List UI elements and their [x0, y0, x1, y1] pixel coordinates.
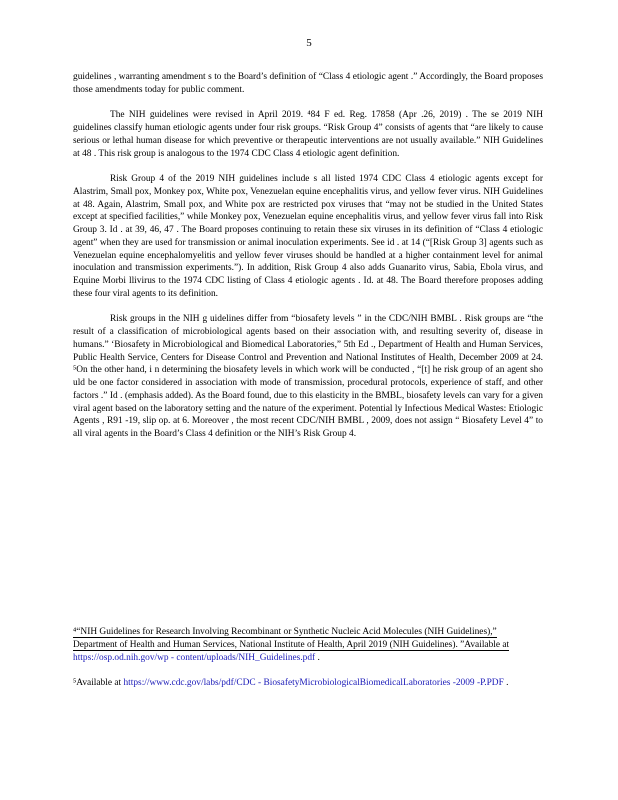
paragraph: guidelines , warranting amendment s to the Board’s definition of “Class 4 etiologic agent .” Accordingly, the Board proposes those amendments today for public comment.: [73, 72, 543, 95]
document-body: [73, 71, 543, 454]
footnote-5-tail: .: [506, 678, 509, 688]
footnote-5: [73, 677, 543, 690]
paragraph: Risk groups in the NIH g uidelines differ from “biosafety levels ” in the CDC/NIH BMBL . Risk groups are “the result of a classification of microbiological agents based on their association with, and resulting severity of, disease in humans.” ‘Biosafety in Microbiological and Biomedical Laboratories,” 5th Ed ., Department of Health and Human Services, Public Health Service, Centers for Disease Control and Prevention and National Institutes of Health, December 2009 at 24. ⁵On the other hand, i n determining the biosafety levels in which work will be conducted , “[t] he risk group of an agent sho uld be one factor considered in association with mode of transmission, procedural protocols, experience of staff, and other factors .” Id . (emphasis added). As the Board found, due to this elasticity in the BMBL, biosafety levels can vary for a given viral agent based on the laboratory setting and the nature of the experiment. Potential ly Infectious Medical Wastes: Etiologic Agents , R91 -19, slip op. at 6. Moreover , the most recent CDC/NIH BMBL , 2009, does not assign “ Biosafety Level 4” to all viral agents in the Board’s Class 4 definition or the NIH’s Risk Group 4.: [73, 314, 543, 439]
paragraph: The NIH guidelines were revised in April 2019. ⁴84 F ed. Reg. 17858 (Apr .26, 2019) . The se 2019 NIH guidelines classify human etiologic agents under four risk groups. “Risk Group 4” consists of agents that “are likely to cause serious or lethal human disease for which preventive or therapeutic interventions are not usually available.” NIH Guidelines at 48 . This risk group is analogous to the 1974 CDC Class 4 etiologic agent definition.: [73, 110, 543, 159]
footnote-4-link[interactable]: https://osp.od.nih.gov/wp - content/uploads/NIH_Guidelines.pdf: [73, 652, 316, 663]
footnote-4: [73, 626, 543, 664]
page-number: 5: [306, 37, 312, 49]
footnote-5-link[interactable]: https://www.cdc.gov/labs/pdf/CDC - BiosafetyMicrobiologicalBiomedicalLaboratories -2009 -P.PDF: [123, 678, 504, 688]
paragraph: Risk Group 4 of the 2019 NIH guidelines include s all listed 1974 CDC Class 4 etiologic agents except for Alastrim, Small pox, Monkey pox, White pox, Venezuelan equine encephalitis virus, and yellow fever virus. NIH Guidelines at 48. Again, Alastrim, Small pox, and White pox are restricted pox viruses that “may not be studied in the United States except at specified facilities,” while Monkey pox, Venezuelan equine encephalitis virus, and yellow fever virus fall into Risk Group 3. Id . at 39, 46, 47 . The Board proposes continuing to retain these six viruses in its definition of “Class 4 etiologic agent” when they are used for transmission or animal inoculation experiments. See id . at 14 (“[Risk Group 3] agents such as Venezuelan equine encephalomyelitis and yellow fever viruses should be handled at a higher containment level for animal inoculation and transmission experiments.”). In addition, Risk Group 4 also adds Guanarito virus, Sabia, Ebola virus, and Equine Morbi llivirus to the 1974 CDC listing of Class 4 etiologic agents . Id. at 48. The Board therefore proposes adding these four viral agents to its definition.: [73, 174, 543, 299]
footnotes: [73, 626, 543, 703]
footnote-5-text: ⁵Available at: [73, 678, 122, 688]
footnote-4-tail: .: [317, 652, 320, 663]
footnote-4-text: ⁴“NIH Guidelines for Research Involving Recombinant or Synthetic Nucleic Acid Molecules (NIH Guidelines),” Department of Health and Human Services, National Institute of Health, April 2019 (NIH Guidelines). ”Available at: [73, 627, 510, 650]
